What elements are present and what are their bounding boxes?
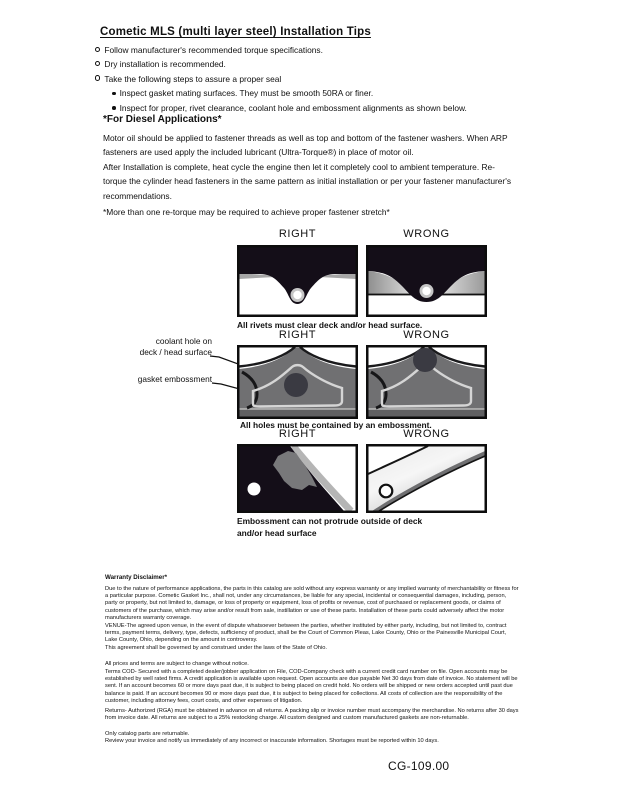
retorque-note: *More than one re-torque may be required to achieve proper fastener stretch* (103, 207, 390, 217)
open-bullet-icon (95, 75, 100, 80)
list-item-text: Take the following steps to assure a proper seal (104, 73, 282, 84)
wrong-label-set2: WRONG (403, 329, 450, 341)
right-label-set1: RIGHT (278, 228, 317, 240)
diagram-set2-wrong (366, 345, 487, 419)
right-label-set2: RIGHT (278, 329, 317, 341)
coolant-hole-label: coolant hole on deck / head surface (139, 336, 212, 357)
catalog-returns-paragraph: Only catalog parts are returnable. Review your invoice and notify us immediately of any incorrect or inaccurate information. Shortages must be reported within 10 days. (105, 731, 439, 745)
list-item-text: Inspect for proper, rivet clearance, coolant hole and embossment alignments as shown below. (119, 102, 467, 113)
diagram-set1-right (237, 245, 358, 317)
coolant-hole-right-diagram (237, 345, 358, 419)
gasket-embossment-label: gasket embossment (137, 374, 212, 384)
diagram-set3-wrong (366, 444, 487, 513)
list-item (112, 101, 467, 115)
filled-bullet-icon (112, 106, 116, 110)
embossment-wrong-diagram (366, 444, 487, 513)
coolant-hole-wrong-diagram (366, 345, 487, 419)
list-item-text: Dry installation is recommended. (104, 59, 226, 70)
returns-paragraph: Returns- Authorized (RGA) must be obtained in advance on all returns. A packing slip or invoice number must accompany the merchandise. No returns after 30 days from invoice date. All returns are subject to a 25% restocking charge. All custom designed and custom manufactured gaskets are non-returnable. (105, 708, 519, 722)
caption-set1: All rivets must clear deck and/or head surface. (237, 320, 423, 330)
diagram-set3-right (237, 444, 358, 513)
diesel-paragraph-2: After Installation is complete, heat cycle the engine then let it completely cool to ambient temperature. Re-torque the cylinder head fasteners in the same pattern as initial installation or per your fastener manufacturer's recommendations. (103, 162, 512, 201)
terms-paragraph: Terms COD- Secured with a completed dealer/jobber application on File, COD-Company check with a current credit card number on file. Open accounts may be established by well rated firms. A credit application is available upon request. Open accounts are due payable Net 30 days from date of invoice. No statement will be sent. If an account becomes 60 or more days past due, it is subject to being placed on credit hold. No orders will be shipped or new orders accepted until past due balance is paid. If an account becomes 90 or more days past due, it is subject to being placed for collections. All costs of collection are the responsibility of the customer, including attorney fees, court costs, and other expenses of litigation. (105, 669, 518, 704)
list-item (95, 43, 467, 57)
list-item-text: Follow manufacturer's recommended torque specifications. (104, 45, 323, 55)
caption-set2: All holes must be contained by an embossment. (240, 420, 432, 430)
warranty-paragraph: Due to the nature of performance applications, the parts in this catalog are sold without any express warranty or any implied warranty of merchantability or fitness for a particular purpose. Cometic Gasket Inc., shall not, under any circumstances, be liable for any special, incidental or consequential damages, including, person, party or property, but not limited to, damage, or loss of property or equipment, loss of profits or revenue, cost of purchased or replacement goods, or claims of customers of the purchase, which may arise and/or result from sale, instillation or use of these parts. Installation of these parts could adversely affect the motor manufacturers warranty coverage. (105, 586, 519, 621)
embossment-right-diagram (237, 444, 358, 513)
coolant-hole-icon (284, 373, 308, 397)
venue-paragraph: VENUE-The agreed upon venue, in the event of dispute whatsoever between the parties, whether instituted by either party, including, but not limited to, contract terms, payment terms, delivery, type, defects, sufficiency of product, shall be the Court of Common Pleas, Lake County, Ohio or the Painesville Municipal Court, Lake County, Ohio, depending on the amount in controversy. This agreement shall be governed by and construed under the laws of the State of Ohio. (105, 623, 507, 651)
rivet-clearance-wrong-diagram (366, 245, 487, 317)
filled-bullet-icon (112, 92, 116, 96)
list-item (112, 86, 467, 100)
warranty-disclaimer-heading: Warranty Disclaimer* (105, 574, 168, 581)
wrong-label-set1: WRONG (403, 228, 450, 240)
diesel-paragraph-1: Motor oil should be applied to fastener threads as well as top and bottom of the fastener washers. When ARP fasteners are used apply the included lubricant (Ultra-Torque®) in place of motor oil. (103, 133, 508, 158)
diagram-set2-right (237, 345, 358, 419)
open-bullet-icon (95, 61, 100, 66)
bolt-hole-icon (380, 485, 393, 498)
prices-paragraph: All prices and terms are subject to change without notice. (105, 661, 249, 667)
wrong-label-set3: WRONG (403, 428, 450, 440)
page-title: Cometic MLS (multi layer steel) Installation Tips (100, 26, 371, 38)
rivet-clearance-right-diagram (237, 245, 358, 317)
diagram-set1-wrong (366, 245, 487, 317)
page-number: CG-109.00 (388, 759, 450, 773)
coolant-hole-icon (413, 348, 437, 372)
right-label-set3: RIGHT (278, 428, 317, 440)
list-item-text: Inspect gasket mating surfaces. They must be smooth 50RA or finer. (119, 88, 374, 99)
caption-set3: Embossment can not protrude outside of deck and/or head surface (237, 516, 423, 538)
list-item (95, 72, 467, 86)
list-item (95, 57, 467, 71)
diesel-heading: *For Diesel Applications* (103, 114, 222, 125)
bolt-hole-icon (248, 483, 261, 496)
installation-tips-list (95, 43, 467, 115)
open-bullet-icon (95, 47, 100, 52)
